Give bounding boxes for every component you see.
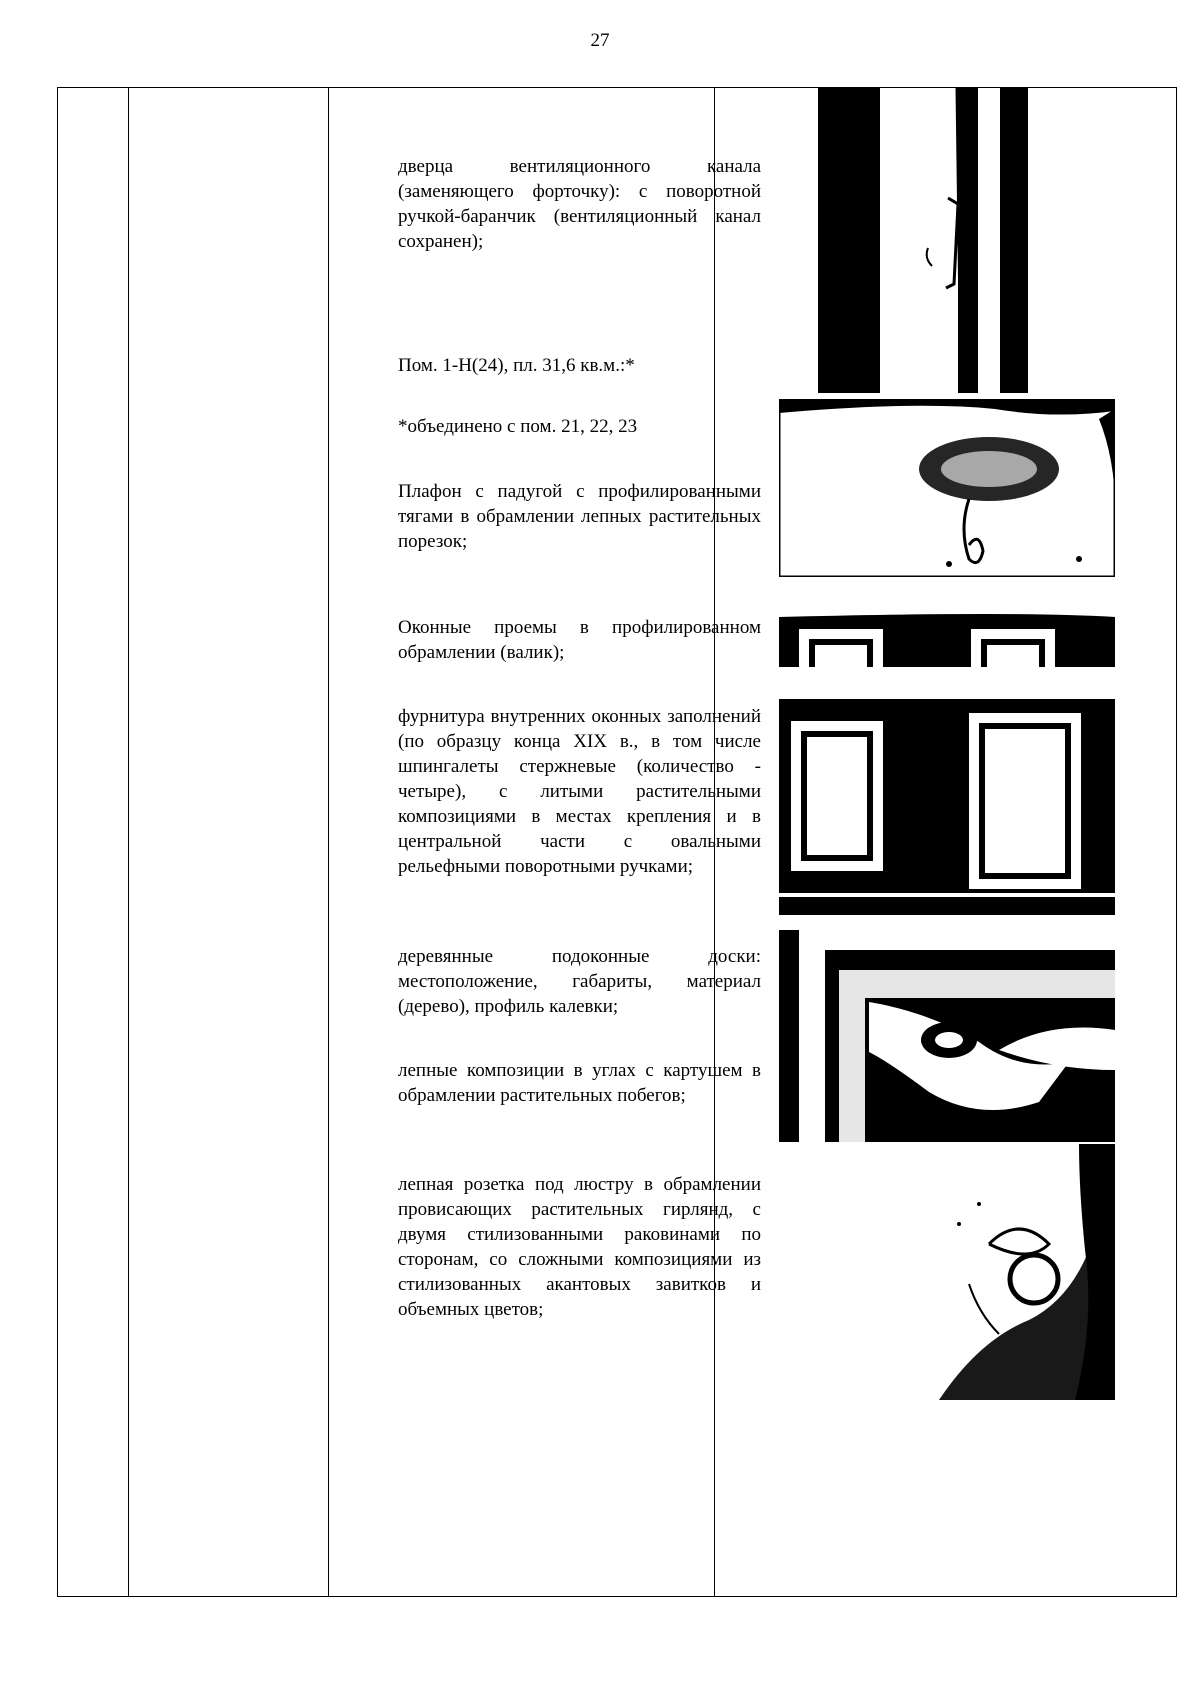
entry-sills: деревянные подоконные доски: местоположение, габариты, материал (дерево), профиль калевки; [398,946,761,1017]
ceiling-moulding-photo [779,399,1115,577]
entry-rosette: лепная розетка под люстру в обрамлении провисающих растительных гирлянд, с двумя стилизованными раковинами по сторонам, со сложными композициями из стилизованных акантовых завитков и объемных цветов; [398,1174,761,1320]
windows-photo [779,699,1115,915]
entry-vent-door: дверца вентиляционного канала (заменяющего форточку): с поворотной ручкой-баранчик (вентиляционный канал сохранен); [398,156,761,252]
corner-moulding-photo [779,930,1115,1142]
entry-corner-moulding: лепные композиции в углах с картушем в обрамлении растительных побегов; [398,1060,761,1106]
entry-room-note: *объединено с пом. 21, 22, 23 [398,416,638,437]
entry-window-hardware: фурнитура внутренних оконных заполнений (по образцу конца XIX в., в том числе шпингалеты стержневые (количество - четыре), с литыми растительными композициями в местах крепления и в центральной части с овальными рельефными поворотными ручками; [398,706,761,877]
window-frames-photo [779,587,1115,667]
entry-window-openings: Оконные проемы в профилированном обрамлении (валик); [398,617,761,663]
rosette-photo [929,1144,1115,1400]
page-number: 27 [590,30,610,51]
entry-ceiling: Плафон с падугой с профилированными тягами в обрамлении лепных растительных порезок; [398,481,761,552]
column-divider-2 [328,88,329,1596]
vent-door-photo [818,88,1028,393]
entry-room-header: Пом. 1-Н(24), пл. 31,6 кв.м.:* [398,355,635,376]
column-divider-1 [128,88,129,1596]
